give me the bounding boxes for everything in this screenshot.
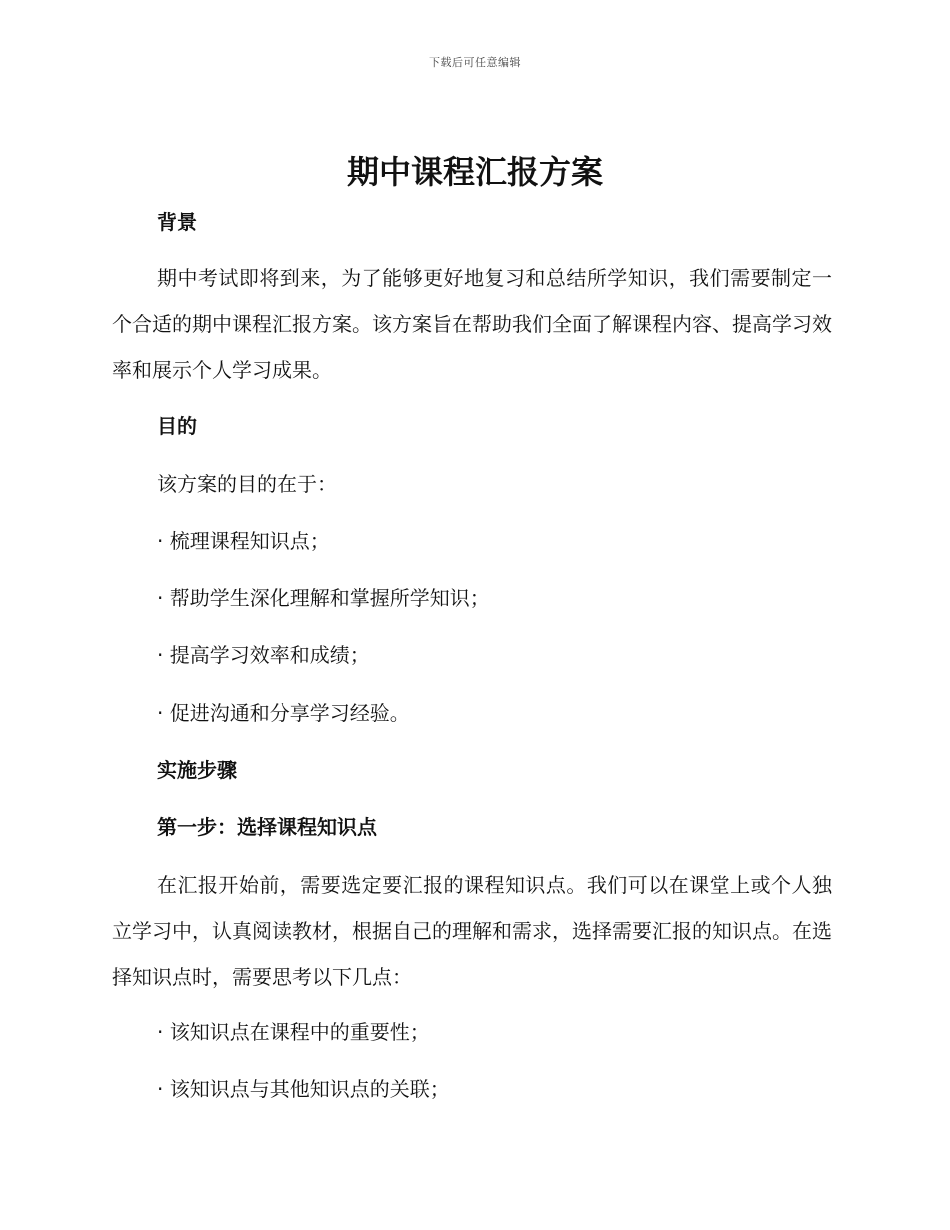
header-note: 下载后可任意编辑	[429, 56, 521, 69]
background-heading: 背景	[157, 210, 197, 234]
purpose-item: · 帮助学生深化理解和掌握所学知识；	[157, 586, 490, 610]
steps-heading: 实施步骤	[157, 758, 237, 782]
purpose-item: · 提高学习效率和成绩；	[157, 643, 370, 667]
step1-item: · 该知识点与其他知识点的关联；	[157, 1077, 450, 1101]
purpose-heading: 目的	[157, 414, 197, 438]
step1-heading: 第一步：选择课程知识点	[157, 815, 377, 839]
step1-paragraph: 在汇报开始前，需要选定要汇报的课程知识点。我们可以在课堂上或个人独立学习中，认真阅读教材，根据自己的理解和需求，选择需要汇报的知识点。在选择知识点时，需要思考以下几点：	[112, 873, 832, 989]
purpose-item: · 促进沟通和分享学习经验。	[157, 701, 410, 725]
purpose-intro: 该方案的目的在于：	[157, 472, 337, 496]
purpose-item: · 梳理课程知识点；	[157, 529, 330, 553]
step1-item: · 该知识点在课程中的重要性；	[157, 1020, 430, 1044]
background-paragraph: 期中考试即将到来，为了能够更好地复习和总结所学知识，我们需要制定一个合适的期中课程汇报方案。该方案旨在帮助我们全面了解课程内容、提高学习效率和展示个人学习成果。	[112, 266, 832, 382]
document-title: 期中课程汇报方案	[346, 153, 603, 191]
